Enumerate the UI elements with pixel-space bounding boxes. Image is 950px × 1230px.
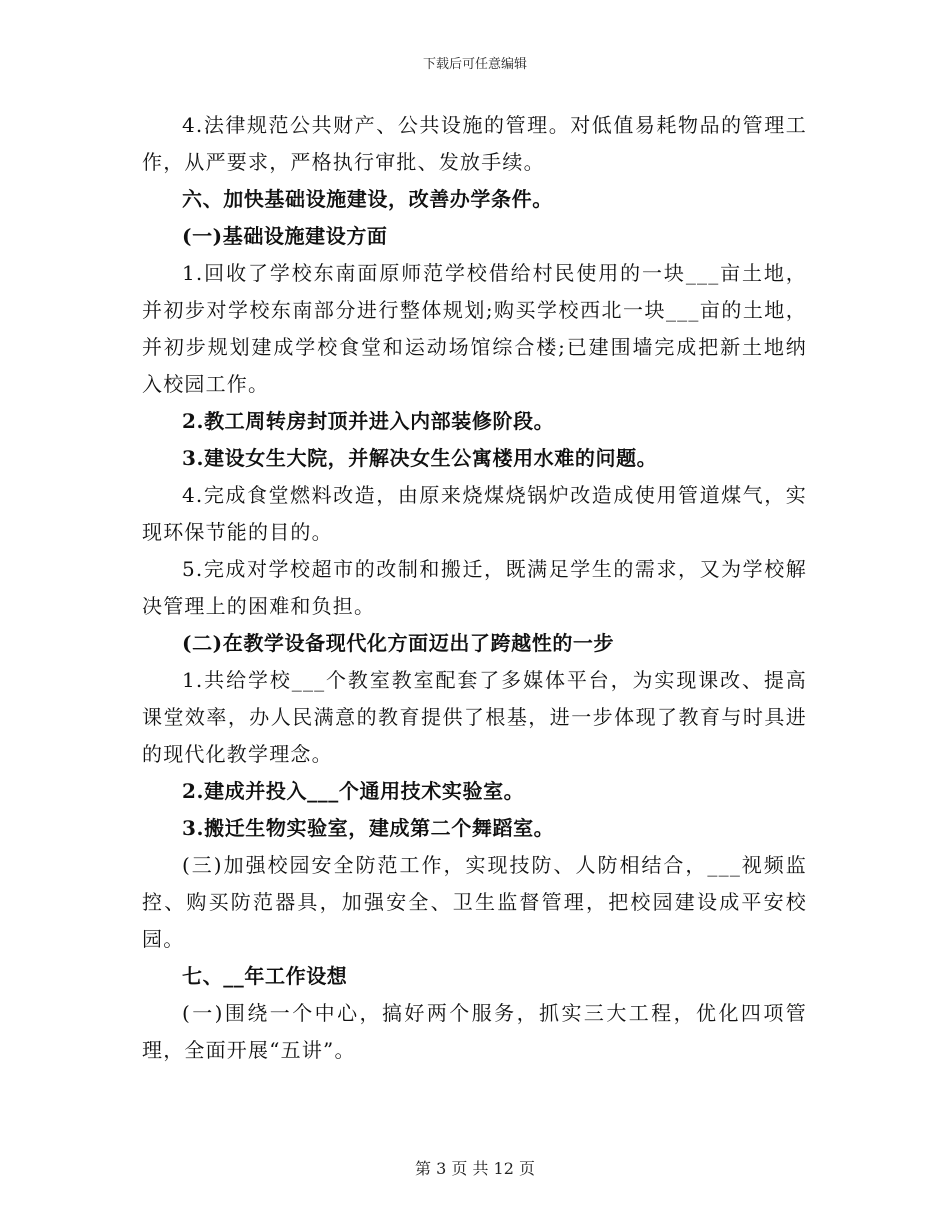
bold-item: 3.建设女生大院，并解决女生公寓楼用水难的问题。 xyxy=(182,446,658,470)
section-heading: 六、加快基础设施建设，改善办学条件。 xyxy=(182,187,553,211)
paragraph: 4.完成食堂燃料改造，由原来烧煤烧锅炉改造成使用管道煤气，实现环保节能的目的。 xyxy=(142,483,807,544)
page-header-note: 下载后可任意编辑 xyxy=(422,57,527,72)
subsection-heading: (一)基础设施建设方面 xyxy=(182,224,388,248)
bold-item: 2.教工周转房封顶并进入内部装修阶段。 xyxy=(182,409,555,433)
paragraph: 1.回收了学校东南面原师范学校借给村民使用的一块___亩土地，并初步对学校东南部分进行整体规划;购买学校西北一块___亩的土地，并初步规划建成学校食堂和运动场馆综合楼;已建围墙完成把新土地纳入校园工作。 xyxy=(142,261,807,396)
paragraph: 5.完成对学校超市的改制和搬迁，既满足学生的需求，又为学校解决管理上的困难和负担。 xyxy=(142,557,807,618)
bold-item: 3.搬迁生物实验室，建成第二个舞蹈室。 xyxy=(182,816,555,840)
paragraph: (三)加强校园安全防范工作，实现技防、人防相结合，___视频监控、购买防范器具，加强安全、卫生监督管理，把校园建设成平安校园。 xyxy=(142,853,807,951)
paragraph: 1.共给学校___个教室教室配套了多媒体平台，为实现课改、提高课堂效率，办人民满意的教育提供了根基，进一步体现了教育与时具进的现代化教学理念。 xyxy=(142,668,807,766)
paragraph: 4.法律规范公共财产、公共设施的管理。对低值易耗物品的管理工作，从严要求，严格执行审批、发放手续。 xyxy=(142,113,807,174)
bold-item: 2.建成并投入___个通用技术实验室。 xyxy=(182,779,525,803)
paragraph: (一)围绕一个中心，搞好两个服务，抓实三大工程，优化四项管理，全面开展“五讲”。 xyxy=(142,1001,807,1062)
section-heading: 七、__年工作设想 xyxy=(182,964,348,988)
page-number: 第 3 页 共 12 页 xyxy=(415,1159,535,1178)
document-body xyxy=(142,107,807,1069)
subsection-heading: (二)在教学设备现代化方面迈出了跨越性的一步 xyxy=(182,631,615,655)
